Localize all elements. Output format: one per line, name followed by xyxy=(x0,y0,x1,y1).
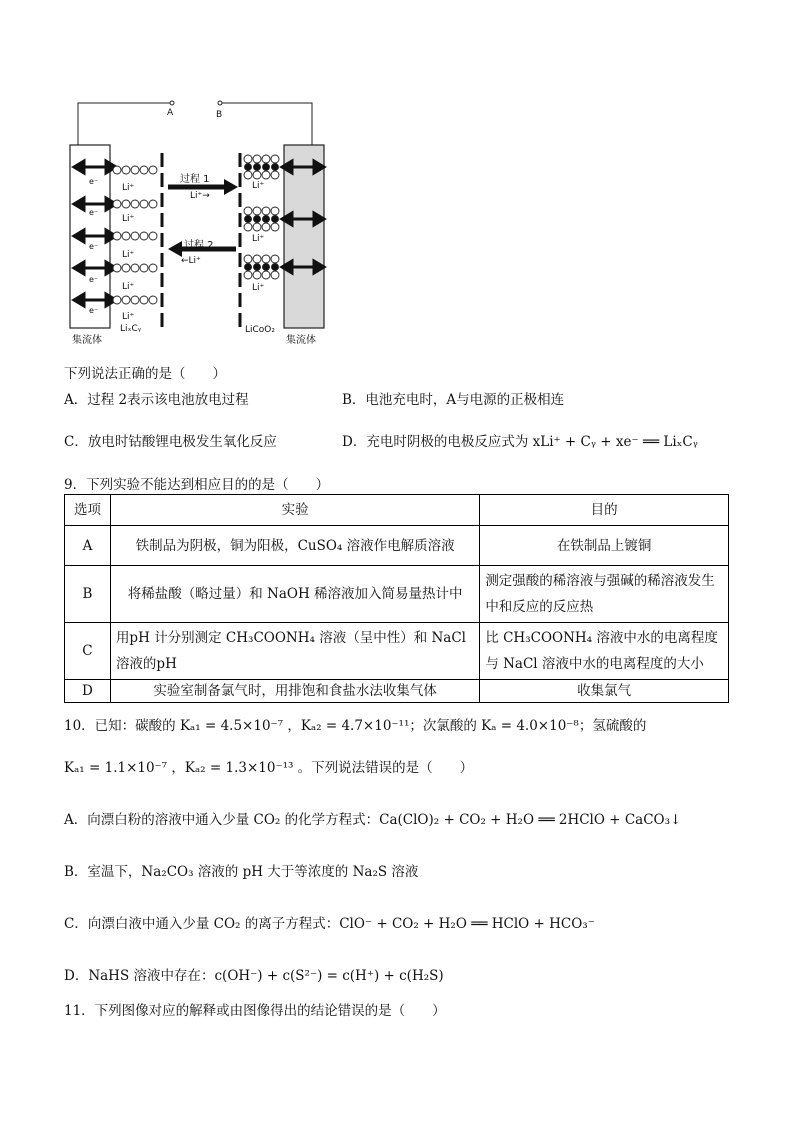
li-ion-label: Li⁺ xyxy=(122,282,135,292)
table-row xyxy=(65,680,729,703)
row-option: B xyxy=(65,566,111,623)
left-electrode-material: LiₓCᵧ xyxy=(120,324,142,334)
row-experiment: 用pH 计分别测定 CH₃COONH₄ 溶液（呈中性）和 NaCl 溶液的pH xyxy=(110,623,479,680)
q8-stem: 下列说法正确的是（ ） xyxy=(64,366,226,382)
q8-option-b: B．电池充电时，A与电源的正极相连 xyxy=(342,392,565,408)
table-row xyxy=(65,526,729,566)
row-goal: 收集氯气 xyxy=(480,680,729,703)
row-goal: 在铁制品上镀铜 xyxy=(480,526,729,566)
process1-label: 过程 1 xyxy=(180,174,210,185)
header-experiment: 实验 xyxy=(110,495,479,526)
li-ion-label: Li⁺ xyxy=(252,283,265,293)
row-experiment: 将稀盐酸（略过量）和 NaOH 稀溶液加入简易量热计中 xyxy=(110,566,479,623)
q10-line1: 10．已知：碳酸的 Kₐ₁ = 4.5×10⁻⁷ ，Kₐ₂ = 4.7×10⁻¹¹；次氯酸的 Kₐ = 4.0×10⁻⁸；氢硫酸的 xyxy=(64,718,647,734)
li-ion-label: Li⁺ xyxy=(122,183,135,193)
row-goal: 测定强酸的稀溶液与强碱的稀溶液发生中和反应的反应热 xyxy=(480,566,729,623)
electron-label-4: e⁻ xyxy=(89,275,99,284)
li-ion-label: Li⁺ xyxy=(122,214,135,224)
q8-option-a: A．过程 2表示该电池放电过程 xyxy=(64,392,249,408)
li-ion-label: Li⁺ xyxy=(122,250,135,260)
q10-option-b: B．室温下，Na₂CO₃ 溶液的 pH 大于等浓度的 Na₂S 溶液 xyxy=(64,864,419,880)
row-experiment: 实验室制备氯气时，用排饱和食盐水法收集气体 xyxy=(110,680,479,703)
collector-right-label: 集流体 xyxy=(286,335,316,346)
row-goal: 比 CH₃COONH₄ 溶液中水的电离程度与 NaCl 溶液中水的电离程度的大小 xyxy=(480,623,729,680)
electron-label-3: e⁻ xyxy=(89,242,99,251)
q10-option-a: A．向漂白粉的溶液中通入少量 CO₂ 的化学方程式：Ca(ClO)₂ + CO₂ + H₂O ══ 2HClO + CaCO₃↓ xyxy=(64,812,682,828)
terminal-a-label: A xyxy=(167,108,174,118)
li-ion-label: Li⁺ xyxy=(122,312,135,322)
q9-table xyxy=(64,494,729,703)
header-option: 选项 xyxy=(65,495,111,526)
header-goal: 目的 xyxy=(480,495,729,526)
electron-label-5: e⁻ xyxy=(89,306,99,315)
right-electrode-material: LiCoO₂ xyxy=(245,325,275,335)
q8-option-c: C．放电时钴酸锂电极发生氧化反应 xyxy=(64,434,277,450)
electron-label-2: e⁻ xyxy=(89,208,99,217)
row-option: C xyxy=(65,623,111,680)
terminal-b-label: B xyxy=(216,110,223,120)
q10-option-d: D．NaHS 溶液中存在：c(OH⁻) + c(S²⁻) = c(H⁺) + c(H₂S) xyxy=(64,968,444,984)
q9-stem: 9．下列实验不能达到相应目的的是（ ） xyxy=(64,477,330,493)
collector-left-label: 集流体 xyxy=(72,335,102,346)
row-experiment: 铁制品为阴极，铜为阳极，CuSO₄ 溶液作电解质溶液 xyxy=(110,526,479,566)
q10-option-c: C．向漂白液中通入少量 CO₂ 的离子方程式：ClO⁻ + CO₂ + H₂O ══ HClO + HCO₃⁻ xyxy=(64,916,595,932)
process2-label: 过程 2 xyxy=(184,240,214,251)
table-row xyxy=(65,566,729,623)
li-ion-label: Li⁺ xyxy=(252,234,265,244)
table-header-row xyxy=(65,495,729,526)
process1-li-label: Li⁺→ xyxy=(190,191,210,201)
process2-li-label: ←Li⁺ xyxy=(181,256,201,266)
row-option: D xyxy=(65,680,111,703)
table-row xyxy=(65,623,729,680)
li-ion-label: Li⁺ xyxy=(252,181,265,191)
q8-option-d: D．充电时阴极的电极反应式为 xLi⁺ + Cᵧ + xe⁻ ══ LiₓCᵧ xyxy=(342,434,698,450)
q10-line2: Kₐ₁ = 1.1×10⁻⁷ ，Kₐ₂ = 1.3×10⁻¹³ 。下列说法错误的是（ ） xyxy=(64,760,474,776)
row-option: A xyxy=(65,526,111,566)
battery-diagram xyxy=(60,95,340,350)
q11-stem: 11．下列图像对应的解释或由图像得出的结论错误的是（ ） xyxy=(64,1003,446,1019)
electron-label-1: e⁻ xyxy=(89,177,99,186)
